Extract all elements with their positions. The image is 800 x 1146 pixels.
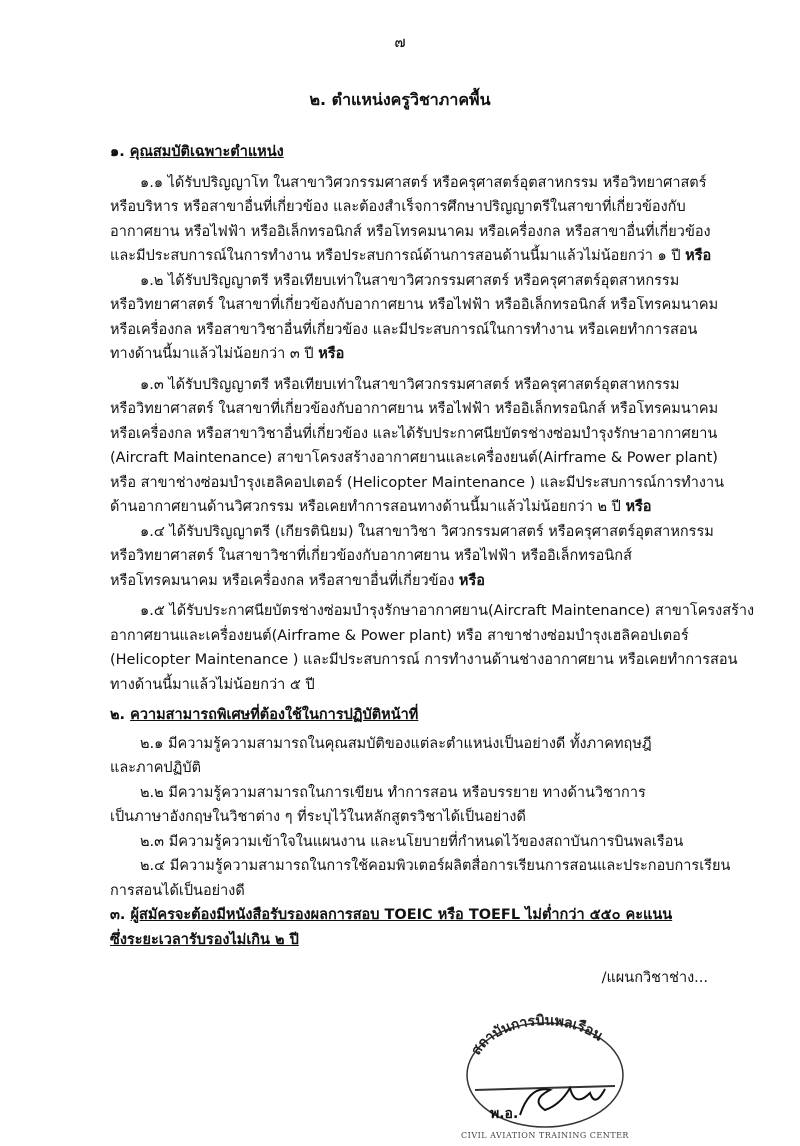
text-line [110, 220, 730, 245]
line-text: หรือเครื่องกล หรือสาขาวิชาอื่นที่เกี่ยวข้อง และได้รับประกาศนียบัตรช่างซ่อมบำรุงรักษาอากาศยาน [110, 425, 718, 442]
paragraph [110, 520, 730, 594]
text-line [110, 854, 730, 879]
paragraph [110, 830, 730, 855]
line-text: เป็นภาษาอังกฤษในวิชาต่าง ๆ ที่ระบุไว้ในหลักสูตรวิชาได้เป็นอย่างดี [110, 809, 526, 825]
text-line [110, 520, 730, 545]
svg-text:CIVIL AVIATION TRAINING CENTER: CIVIL AVIATION TRAINING CENTER [461, 1131, 629, 1140]
text-line [110, 756, 730, 781]
text-line [110, 781, 730, 806]
line-text: หรือบริหาร หรือสาขาอื่นที่เกี่ยวข้อง และต้องสำเร็จการศึกษาปริญญาตรีในสาขาที่เกี่ยวข้องกับ [110, 199, 686, 215]
svg-text:สถาบันการบินพลเรือน: สถาบันการบินพลเรือน [468, 1012, 606, 1059]
text-line [110, 599, 755, 624]
text-line [110, 471, 730, 496]
text-line [110, 648, 738, 673]
svg-text:พ.อ.: พ.อ. [490, 1106, 519, 1122]
line-text: ทางด้านนี้มาแล้วไม่น้อยกว่า ๓ ปี [110, 346, 319, 362]
line-text: ๑.๕ ได้รับประกาศนียบัตรช่างซ่อมบำรุงรักษาอากาศยาน(Aircraft Maintenance) สาขาโครงสร้าง [140, 603, 755, 619]
text-line [110, 805, 730, 830]
line-text: หรือวิทยาศาสตร์ ในสาขาที่เกี่ยวข้องกับอากาศยาน หรือไฟฟ้า หรืออิเล็กทรอนิกส์ หรือโทรคมนาคม [110, 401, 719, 417]
line-text: ๑.๔ ได้รับปริญญาตรี (เกียรตินิยม) ในสาขาวิชา วิศวกรรมศาสตร์ หรือครุศาสตร์อุตสาหกรรม [140, 523, 714, 540]
line-text: ๑.๒ ได้รับปริญญาตรี หรือเทียบเท่าในสาขาวิศวกรรมศาสตร์ หรือครุศาสตร์อุตสาหกรรม [140, 272, 680, 289]
line-text: (Helicopter Maintenance ) และมีประสบการณ์ การทำงานด้านช่างอากาศยาน หรือเคยทำการสอน [110, 652, 738, 668]
text-line [110, 373, 730, 398]
text-line [110, 673, 730, 698]
sections [110, 140, 755, 903]
text-line [110, 495, 730, 520]
section-heading-text: ความสามารถพิเศษที่ต้องใช้ในการปฏิบัติหน้าที่ [130, 707, 419, 723]
text-line [110, 342, 730, 367]
paragraph [110, 732, 730, 781]
bold-conjunction: หรือ [625, 499, 652, 515]
section-heading-text: คุณสมบัติเฉพาะตำแหน่ง [129, 144, 284, 160]
text-line [110, 318, 730, 343]
line-text: ทางด้านนี้มาแล้วไม่น้อยกว่า ๕ ปี [110, 676, 315, 693]
section-heading [110, 140, 730, 165]
section-3-line-1 [110, 903, 730, 928]
text-line [110, 879, 730, 904]
paragraph [110, 854, 730, 903]
text-line [110, 293, 730, 318]
paragraph [110, 171, 730, 269]
line-text: ๑.๑ ได้รับปริญญาโท ในสาขาวิศวกรรมศาสตร์ หรือครุศาสตร์อุตสาหกรรม หรือวิทยาศาสตร์ [140, 174, 707, 191]
text-line [110, 544, 730, 569]
line-text: ๒.๑ มีความรู้ความสามารถในคุณสมบัติของแต่ละตำแหน่งเป็นอย่างดี ทั้งภาคทฤษฎี [140, 735, 652, 752]
line-text: หรือเครื่องกล หรือสาขาวิชาอื่นที่เกี่ยวข้อง และมีประสบการณ์ในการทำงาน หรือเคยทำการสอน [110, 321, 698, 338]
section-3-text: ผู้สมัครจะต้องมีหนังสือรับรองผลการสอบ TOEIC หรือ TOEFL ไม่ต่ำกว่า ๕๕๐ คะแนน [130, 907, 673, 923]
text-line [110, 830, 730, 855]
line-text: อากาศยานและเครื่องยนต์(Airframe & Power plant) หรือ สาขาช่างซ่อมบำรุงเฮลิคอปเตอร์ [110, 627, 689, 644]
page-title: ๒. ตำแหน่งครูวิชาภาคพื้น [309, 90, 491, 109]
line-text: การสอนได้เป็นอย่างดี [110, 882, 245, 899]
paragraph [110, 373, 730, 520]
official-stamp-signature [445, 1000, 645, 1146]
text-line [110, 171, 730, 196]
document-body [110, 140, 755, 952]
section-number: ๓. [110, 907, 126, 923]
line-text: หรือวิทยาศาสตร์ ในสาขาวิชาที่เกี่ยวข้องกับอากาศยาน หรือไฟฟ้า หรืออิเล็กทรอนิกส์ [110, 548, 632, 564]
section-3-line-2 [110, 928, 730, 953]
paragraph [110, 781, 730, 830]
line-text: หรือวิทยาศาสตร์ ในสาขาที่เกี่ยวข้องกับอากาศยาน หรือไฟฟ้า หรืออิเล็กทรอนิกส์ หรือโทรคมนาคม [110, 297, 719, 313]
line-text: หรือ สาขาช่างซ่อมบำรุงเฮลิคอปเตอร์ (Helicopter Maintenance ) และมีประสบการณ์การทำงาน [110, 474, 725, 491]
bold-conjunction: หรือ [685, 248, 712, 264]
bold-conjunction: หรือ [458, 572, 485, 589]
section-3-text: ซึ่งระยะเวลารับรองไม่เกิน ๒ ปี [110, 931, 299, 948]
line-text: (Aircraft Maintenance) สาขาโครงสร้างอากาศยานและเครื่องยนต์(Airframe & Power plant) [110, 450, 718, 466]
line-text: ๑.๓ ได้รับปริญญาตรี หรือเทียบเท่าในสาขาวิศวกรรมศาสตร์ หรือครุศาสตร์อุตสาหกรรม [140, 376, 680, 393]
line-text: ๒.๓ มีความรู้ความเข้าใจในแผนงาน และนโยบายที่กำหนดไว้ของสถาบันการบินพลเรือน [140, 833, 684, 850]
text-line [110, 397, 730, 422]
line-text: และภาคปฏิบัติ [110, 760, 201, 776]
line-text: อากาศยาน หรือไฟฟ้า หรืออิเล็กทรอนิกส์ หรือโทรคมนาคม หรือเครื่องกล หรือสาขาอื่นที่เกี่ยวข้อง [110, 223, 711, 240]
text-line [110, 195, 730, 220]
continuation-text: /แผนกวิชาช่าง... [601, 970, 708, 986]
line-text: ด้านอากาศยานด้านวิศวกรรม หรือเคยทำการสอนทางด้านนี้มาแล้วไม่น้อยกว่า ๒ ปี [110, 499, 626, 515]
page-number: ๗ [394, 33, 406, 51]
section-heading [110, 703, 730, 728]
paragraph [110, 599, 755, 697]
text-line [110, 569, 730, 594]
text-line [110, 446, 730, 471]
bold-conjunction: หรือ [318, 346, 345, 362]
line-text: ๒.๔ มีความรู้ความสามารถในการใช้คอมพิวเตอร์ผลิตสื่อการเรียนการสอนและประกอบการเรียน [140, 858, 731, 874]
paragraph [110, 269, 730, 367]
line-text: ๒.๒ มีความรู้ความสามารถในการเขียน ทำการสอน หรือบรรยาย ทางด้านวิชาการ [140, 784, 646, 801]
text-line [110, 244, 730, 269]
text-line [110, 624, 730, 649]
line-text: และมีประสบการณ์ในการทำงาน หรือประสบการณ์ด้านการสอนด้านนี้มาแล้วไม่น้อยกว่า ๑ ปี [110, 248, 686, 264]
text-line [110, 732, 730, 757]
section-number: ๒. [110, 707, 126, 723]
section-number: ๑. [110, 144, 125, 160]
line-text: หรือโทรคมนาคม หรือเครื่องกล หรือสาขาอื่นที่เกี่ยวข้อง [110, 572, 459, 589]
text-line [110, 269, 730, 294]
text-line [110, 422, 730, 447]
